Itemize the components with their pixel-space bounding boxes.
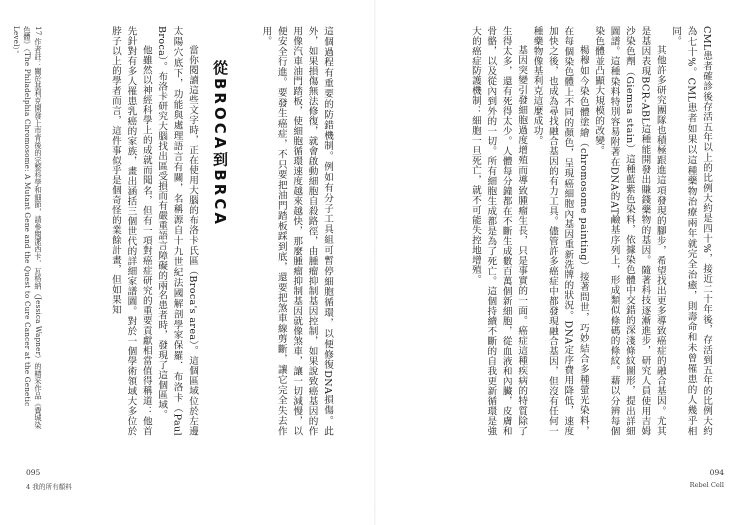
left-paragraph-1: 這個過程有重要的防錯機制。例如有分子工具組可暫停細胞循環，以便修復DNA損傷。此外，如果損傷無法修復，就會啟動細胞自殺路徑，由腫瘤抑制基因控制，如果說致癌基因的作用像汽車油門踏板，使細胞循環速度越來越快，那麼腫瘤抑制基因就像煞車，讓一切減慢，以便安全行進。要發生癌症，不只要把油門踏板踩到底，還要把煞車線剪斷，讓它完全失去作用。 [260,26,333,436]
right-paragraph-1: CML患者確診後存活五年以上的比例大約是四十%，接近二十年後，存活到五年的比例大約為七十%。CML患者如果以這種藥物治療兩年就完全治癒，則壽命和未曾罹患的人幾乎相同。 [670,26,712,436]
left-paragraph-3: 他雖然以神經科學上的成就而聞名，但有一項對癌症研究的重要貢獻相當值得稱道：他首先針對有多人罹患乳癌的家族，畫出涵括三個世代的詳細家譜圖。對於一個學術領域大多位於脖子以上的學者而言，這件事似乎是個奇怪的業餘計畫，但如果知 [109,26,152,436]
right-folio: 094 [709,468,724,477]
left-folio: 095 [26,468,41,477]
right-paragraph-2: 其他許多研究團隊也積極跟進這項發現的腳步，希望找出更多導致癌症的融合基因。尤其是基因表現BCR-ABL這種能開發出賺錢藥物的基因。隨著科技逐漸進步，研究人員使用吉姆沙染色劑（Giemsa stain）這種藍紫色染料，依據染色體中交錯的深淺條紋圖形，提出詳細圖譜。這種染料特別容易附著在DNA的AT鹼基序列上，形成類似條碼的條紋。藉以分辨每個染色體並凸顯大規模的改變。 [593,26,666,436]
left-body-bottom [48,26,200,436]
right-body [424,26,714,436]
right-page [375,0,750,525]
left-running-head: 4 我的所有顏料 [26,483,72,491]
right-paragraph-4: 基因突變引發細胞過度增殖而導致腫瘤生長，只是事實的一面。癌症這種疾病的特質除了生得太多，還有死得太少。人體每分鐘都在不斷生成數百萬個新細胞，從血液和內臟，皮膚和骨骼，以及從內到外的一切。所有細胞生成都是為了死亡。這個持續不斷的自我更新循環是強大的癌症防護機制：細胞一旦死亡，就不可能失控地增殖。 [469,26,528,436]
right-paragraph-3: 楊穆如今染色體塗繪（chromosome painting）接著問世，巧妙結合多種螢光染料，在每個染色體上不同的顏色，呈現癌細胞內基因重新洗牌的狀況。DNA定序費用降低，速度加快之後，也成為尋找融合基因的有力工具。儘管許多癌症中都發現融合基因，但沒有任何一種藥物像基利克這麼成功。 [531,26,589,436]
section-heading: 從BROCA到BRCA [211,60,229,227]
right-running-head: Rebel Cell [689,481,724,489]
footnote: 17 作者註：關於基利克開發上市背後的完整科學和細節，請參閱潔西卡．瓦格納（Jessica Wapner）的精采作品《費城染色體》（The Philadelphia Chromosome: A Mutant Gene and the Quest to Cure Cancer at the Genetic Level）。 [12,26,43,430]
left-paragraph-2: 當你閱讀這些文字時，正在使用大腦的布洛卡氏區（Broca's area）。這個區域位於左邊太陽穴底下，功能與處理語言有關，名稱源自十九世紀法國解剖學家保羅．布洛卡（Paul Broca）。布洛卡研究大腦找出區受損而有嚴重語言障礙的兩名患者時，發現了這個區域。 [156,26,198,436]
